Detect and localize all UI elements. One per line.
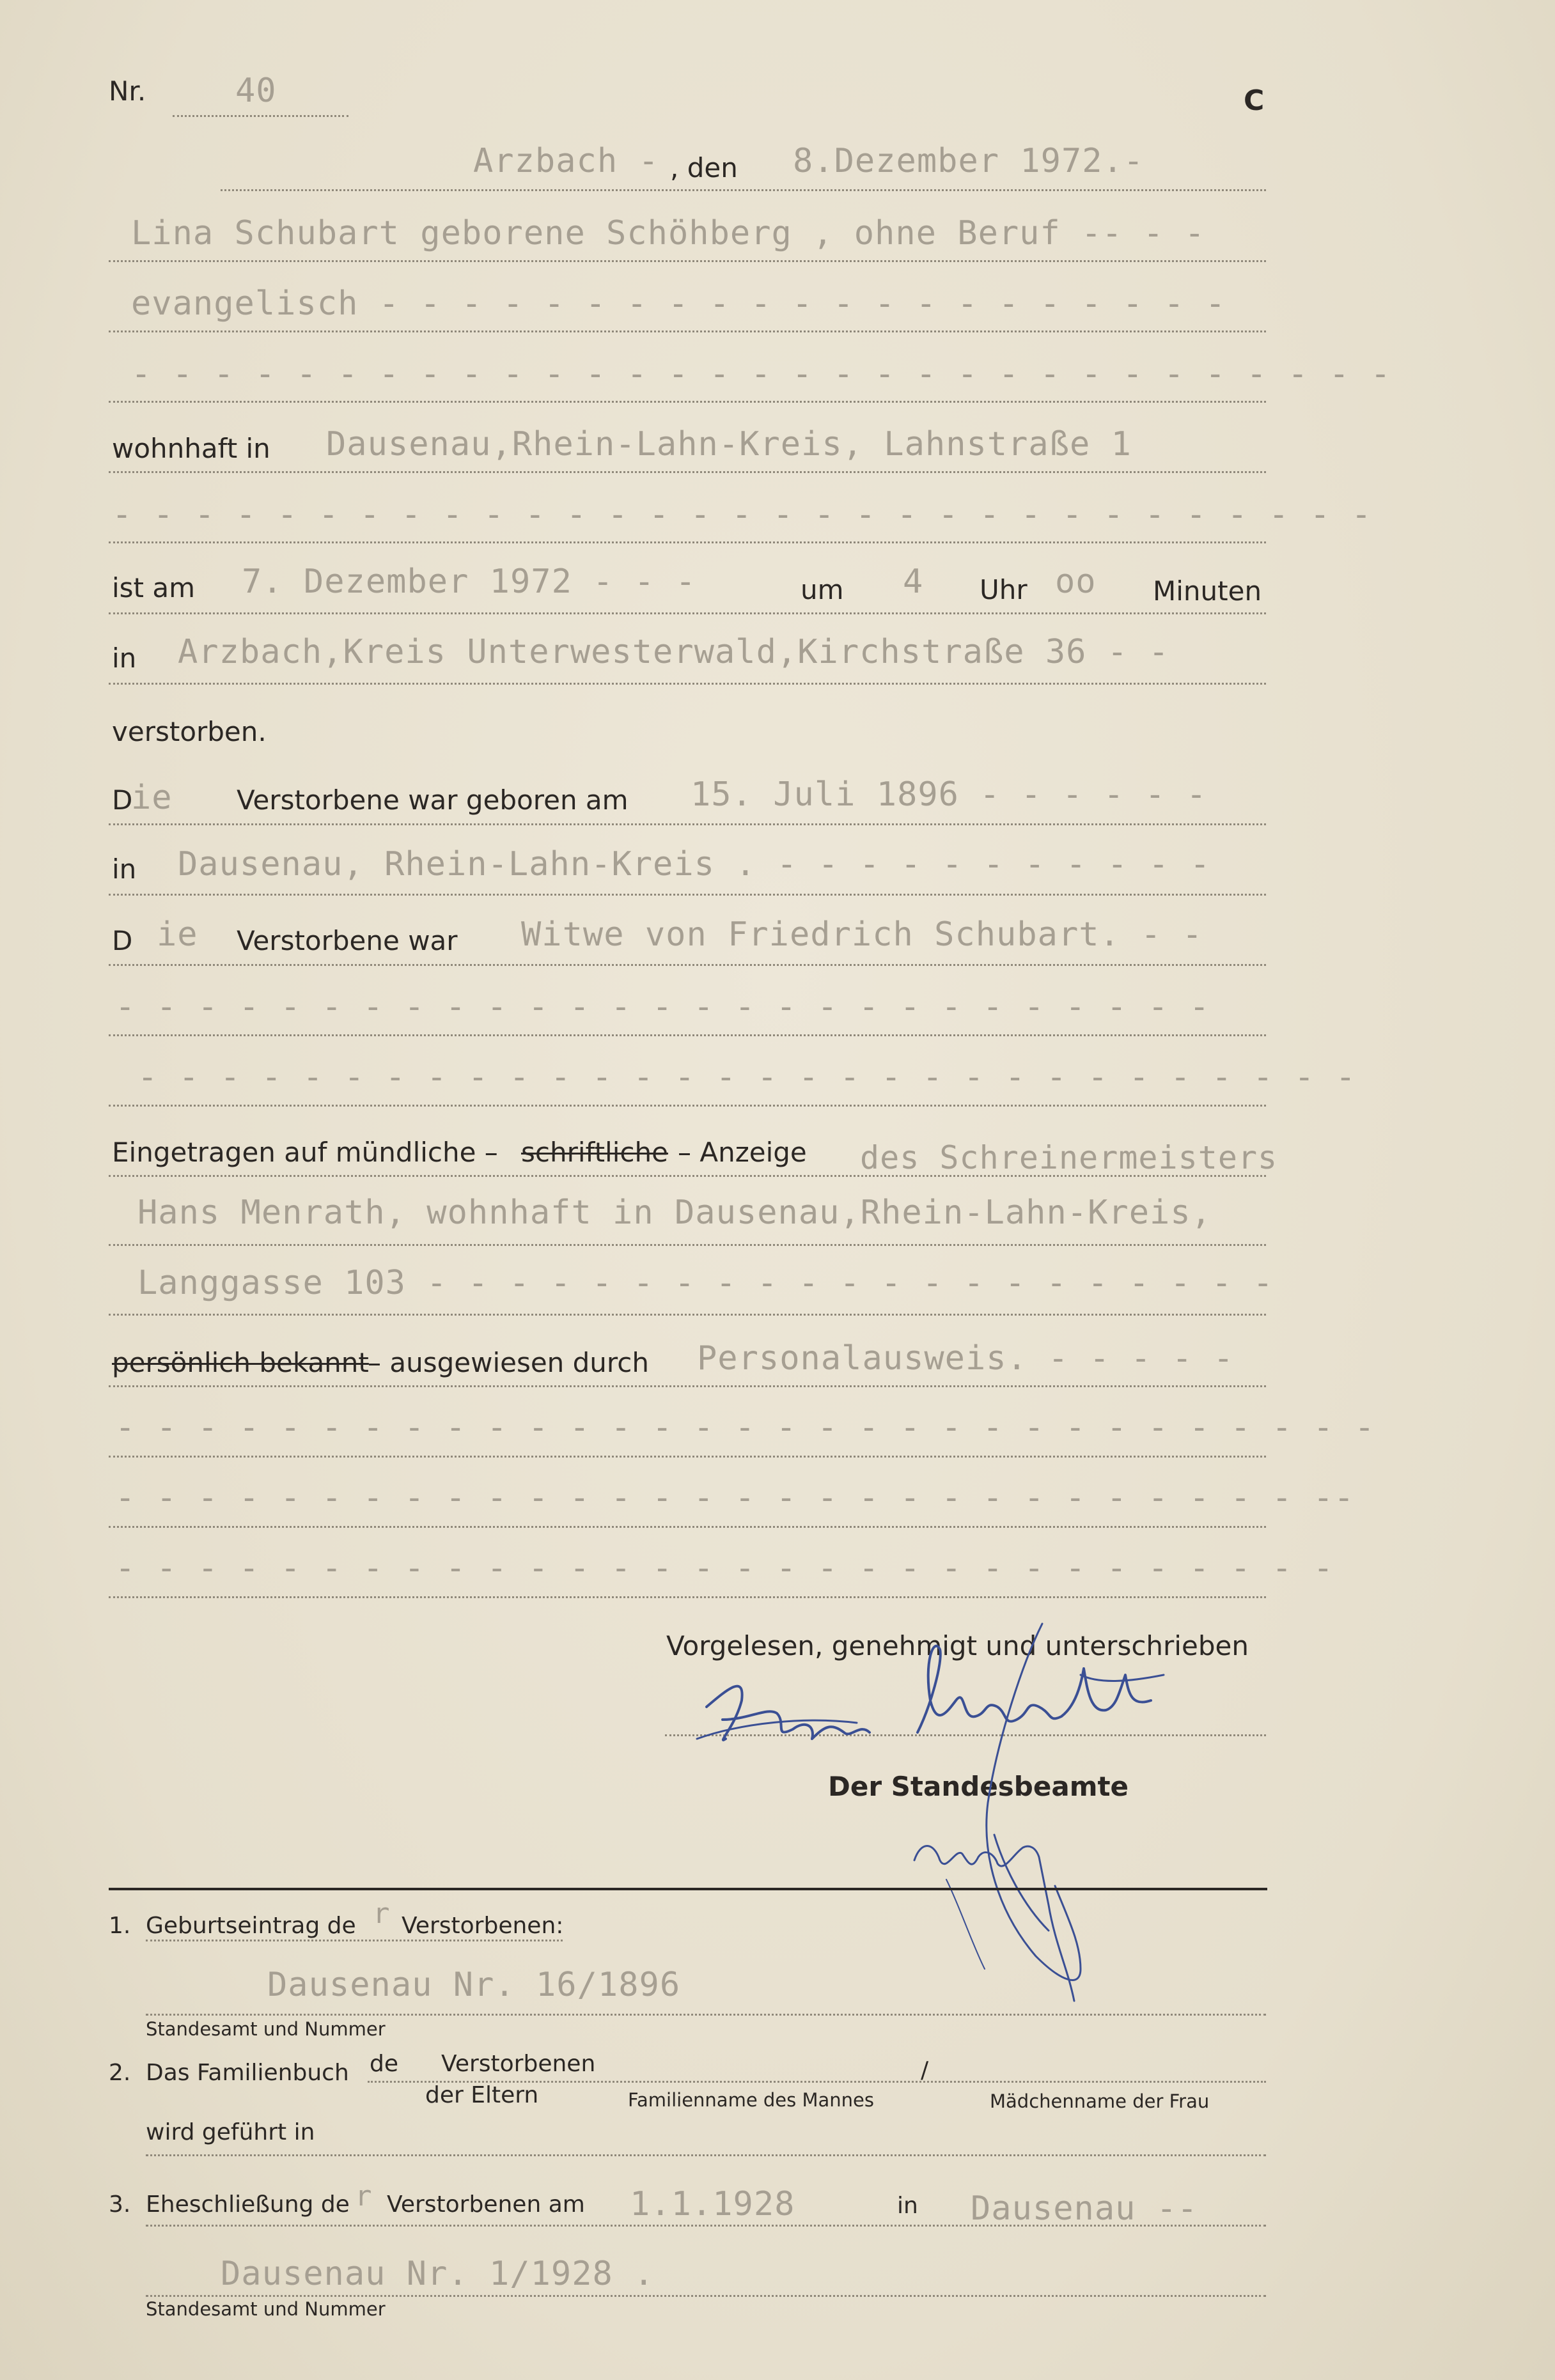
uhr-label: Uhr — [980, 574, 1028, 605]
dotted-line — [109, 823, 1266, 825]
note-2-caption-mann: Familienname des Mannes — [628, 2089, 874, 2111]
registration-date: 8.Dezember 1972.- — [793, 142, 1145, 180]
note-3-fill: r — [355, 2180, 373, 2213]
dotted-line — [109, 401, 1266, 403]
dotted-line — [109, 894, 1266, 896]
marital-label: Verstorbene war — [237, 925, 458, 956]
religion: evangelisch - - - - - - - - - - - - - - - - - - - - - — [131, 284, 1226, 323]
dotted-line — [109, 1385, 1266, 1387]
ist-am-label: ist am — [112, 572, 196, 603]
dotted-line — [146, 2014, 1266, 2016]
minuten-label: Minuten — [1153, 575, 1262, 607]
note-3-label-pre: Eheschließung de — [146, 2191, 350, 2218]
report-label-post: – Anzeige — [678, 1137, 807, 1168]
dotted-line — [146, 2225, 1266, 2227]
note-3-number: 3. — [109, 2191, 131, 2218]
dotted-line — [109, 683, 1266, 685]
birth-d-label: D — [112, 784, 133, 816]
dotted-line — [109, 612, 1266, 614]
note-2-eltern: der Eltern — [425, 2082, 539, 2108]
report-label-struck: schriftliche — [521, 1137, 668, 1168]
dotted-line — [109, 260, 1266, 262]
note-3-date: 1.1.1928 — [630, 2185, 795, 2223]
note-1-caption: Standesamt und Nummer — [146, 2018, 386, 2040]
dotted-line — [146, 2295, 1266, 2297]
report-label-pre: Eingetragen auf mündliche – — [112, 1137, 498, 1168]
identity-value: Personalausweis. - - - - - — [697, 1339, 1234, 1378]
note-1-value: Dausenau Nr. 16/1896 — [267, 1966, 681, 2004]
dotted-line — [109, 1526, 1266, 1528]
dotted-line — [109, 331, 1266, 332]
death-place: Arzbach,Kreis Unterwesterwald,Kirchstraße 36 - - — [178, 633, 1169, 671]
note-3-label-post: Verstorbenen am — [387, 2191, 585, 2218]
birth-place: Dausenau, Rhein-Lahn-Kreis . - - - - - - - - - - - — [178, 845, 1211, 883]
birth-date: 15. Juli 1896 - - - - - - — [691, 775, 1207, 814]
residence-value: Dausenau,Rhein-Lahn-Kreis, Lahnstraße 1 — [326, 425, 1132, 463]
note-2-caption-frau: Mädchenname der Frau — [990, 2090, 1210, 2112]
den-label: , den — [670, 152, 738, 183]
note-3-caption: Standesamt und Nummer — [146, 2298, 386, 2320]
marital-d-label: D — [112, 925, 133, 956]
identity-line2: - - - - - - - - - - - - - - - - - - - - - - - - - - - - - - - — [115, 1408, 1375, 1447]
residence-cont: - - - - - - - - - - - - - - - - - - - - - - - - - - - - - - - — [112, 495, 1372, 534]
verstorben-label: verstorben. — [112, 716, 267, 747]
nr-value: 40 — [235, 72, 277, 110]
note-2-verstorbenen: Verstorbenen — [441, 2051, 596, 2077]
section-divider — [109, 1888, 1267, 1890]
marital-line3: - - - - - - - - - - - - - - - - - - - - - - - - - - - - - - — [137, 1058, 1357, 1096]
marital-line2: - - - - - - - - - - - - - - - - - - - - - - - - - - - — [115, 988, 1210, 1026]
note-2-gefuehrt: wird geführt in — [146, 2119, 315, 2145]
note-3-value: Dausenau Nr. 1/1928 . — [221, 2255, 655, 2293]
dotted-line — [146, 1940, 563, 1941]
form-letter: C — [1244, 84, 1265, 117]
death-in-label: in — [112, 642, 137, 674]
identity-line3: - - - - - - - - - - - - - - - - - - - - - - - - - - - - - -- — [115, 1479, 1355, 1517]
read-approved-text: Vorgelesen, genehmigt und unterschrieben — [666, 1630, 1249, 1661]
marital-value: Witwe von Friedrich Schubart. - - — [521, 915, 1203, 954]
dotted-line — [109, 471, 1266, 473]
identity-label-struck: persönlich bekannt — [112, 1347, 369, 1378]
marital-d-fill: ie — [157, 915, 198, 954]
signature-scribbles — [639, 1611, 1279, 2046]
deceased-name-occupation: Lina Schubart geborene Schöhberg , ohne Beruf -- - - — [131, 214, 1205, 253]
note-3-place: Dausenau -- — [971, 2189, 1198, 2228]
report-value-2: Hans Menrath, wohnhaft in Dausenau,Rhein-Lahn-Kreis, — [137, 1194, 1212, 1232]
birth-label: Verstorbene war geboren am — [237, 784, 629, 816]
dotted-line — [109, 1105, 1266, 1107]
blank-line: - - - - - - - - - - - - - - - - - - - - - - - - - - - - - - - — [131, 355, 1391, 393]
report-value-3: Langgasse 103 - - - - - - - - - - - - - - - - - - - - - — [137, 1264, 1274, 1302]
report-value-1: des Schreinermeisters — [860, 1139, 1278, 1176]
death-hour: 4 — [903, 563, 924, 601]
dotted-line — [109, 1314, 1266, 1316]
dotted-line — [109, 1456, 1266, 1458]
registration-place: Arzbach - — [473, 142, 659, 180]
dotted-line — [109, 1175, 1266, 1177]
dotted-line — [109, 1596, 1266, 1598]
um-label: um — [801, 574, 844, 605]
dotted-line — [109, 1244, 1266, 1246]
note-1-label-post: Verstorbenen: — [402, 1913, 564, 1939]
dotted-line — [109, 1034, 1266, 1036]
nr-label: Nr. — [109, 75, 146, 107]
identity-label-post: – ausgewiesen durch — [368, 1347, 649, 1378]
note-2-slash: / — [921, 2057, 929, 2083]
registrar-label: Der Standesbeamte — [828, 1771, 1129, 1802]
birth-in-label: in — [112, 853, 137, 885]
dotted-line — [146, 2154, 1266, 2156]
note-2-fill-de: de — [370, 2051, 398, 2077]
note-1-label-pre: Geburtseintrag de — [146, 1913, 356, 1939]
residence-label: wohnhaft in — [112, 433, 270, 464]
dotted-line — [109, 541, 1266, 543]
note-3-in-label: in — [897, 2193, 918, 2219]
death-minutes: oo — [1055, 563, 1097, 601]
birth-d-fill: ie — [131, 779, 173, 817]
identity-line4: - - - - - - - - - - - - - - - - - - - - - - - - - - - - - - — [115, 1549, 1334, 1587]
note-2-number: 2. — [109, 2060, 131, 2086]
death-date: 7. Dezember 1972 - - - — [242, 563, 696, 601]
dotted-line — [109, 964, 1266, 966]
note-1-number: 1. — [109, 1913, 131, 1939]
note-2-label: Das Familienbuch — [146, 2060, 349, 2086]
note-1-fill: r — [373, 1897, 391, 1930]
dotted-line — [221, 189, 1266, 191]
nr-dotted-line — [173, 115, 348, 117]
